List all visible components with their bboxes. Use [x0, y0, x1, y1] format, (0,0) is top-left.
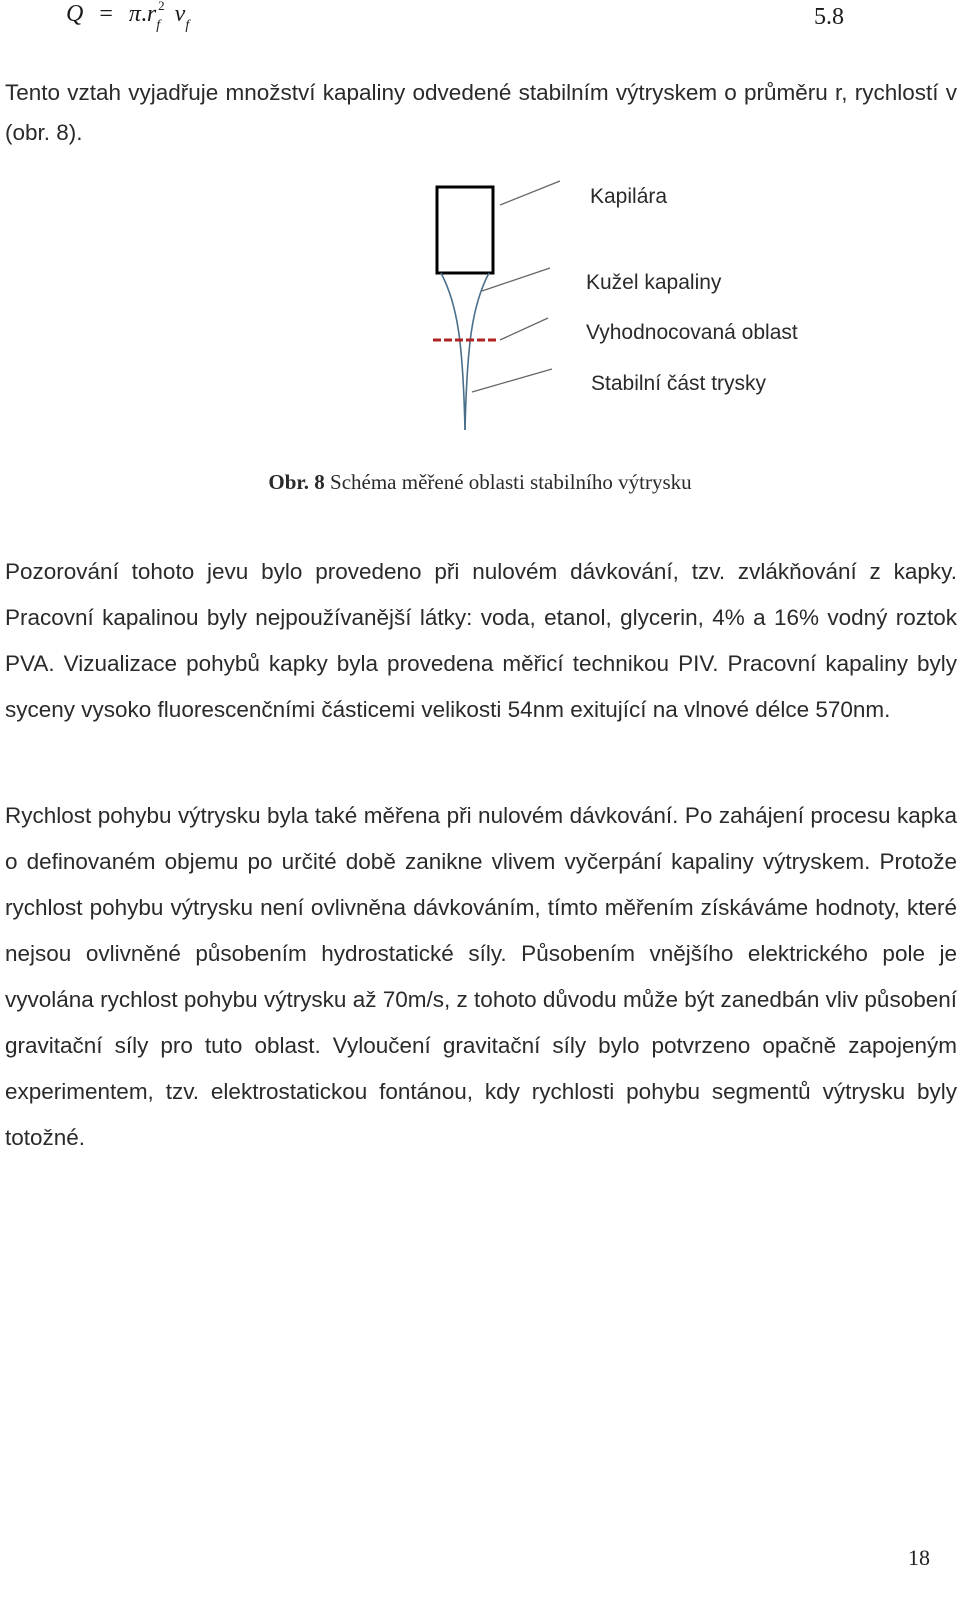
label-cone: Kužel kapaliny: [586, 271, 722, 294]
paragraph-velocity: Rychlost pohybu výtrysku byla také měřena při nulovém dávkování. Po zahájení procesu kapka o definovaném objemu po určité době zanikne vlivem vyčerpání kapaliny výtryskem. Protože rychlost pohybu výtrysku není ovlivněna dávkováním, tímto měřením získáváme hodnoty, které nejsou ovlivněné působením hydrostatické síly. Působením vnějšího elektrického pole je vyvolána rychlost pohybu výtrysku až 70m/s, z tohoto důvodu může být zanedbán vliv působení gravitační síly pro tuto oblast. Vyloučení gravitační síly bylo potvrzeno opačně zapojeným experimentem, tzv. elektrostatickou fontánou, kdy rychlosti pohybu segmentů výtrysku byly totožné.: [5, 803, 957, 1150]
eq-sub-f2: f: [185, 18, 190, 33]
label-evaluated: Vyhodnocovaná oblast: [586, 321, 798, 344]
label-stable: Stabilní část trysky: [591, 372, 767, 395]
jet-schematic-svg: [420, 175, 840, 435]
paragraph-intro: Tento vztah vyjadřuje množství kapaliny odvedené stabilním výtryskem o průměru r, rychlostí v (obr. 8).: [5, 80, 957, 145]
eq-sub-f1: f: [156, 18, 161, 33]
eq-dot: .: [140, 1, 147, 27]
capillary-shape: [437, 187, 493, 273]
equation: [66, 0, 190, 33]
equation-number: 5.8: [814, 4, 844, 30]
caption-prefix: Obr. 8: [268, 470, 325, 494]
eq-equals: =: [99, 1, 113, 27]
figure-caption: [0, 470, 960, 495]
eq-r: r: [146, 1, 157, 27]
liquid-cone-shape-right: [465, 273, 489, 430]
eq-lhs: Q: [66, 1, 84, 27]
leader-stable: [472, 369, 552, 392]
paragraph-observation: Pozorování tohoto jevu bylo provedeno při nulovém dávkování, tzv. zvlákňování z kapky. Pracovní kapalinou byly nejpoužívanější látky: voda, etanol, glycerin, 4% a 16% vodný roztok PVA. Vizualizace pohybů kapky byla provedena měřicí technikou PIV. Pracovní kapaliny byly syceny vysoko fluorescenčními částicemi velikosti 54nm exitující na vlnové délce 570nm.: [5, 559, 957, 722]
page-number: 18: [908, 1545, 930, 1570]
leader-capillary: [500, 181, 560, 205]
leader-evaluated: [500, 318, 548, 340]
caption-text: Schéma měřené oblasti stabilního výtrysku: [330, 470, 692, 494]
eq-pi: π: [128, 1, 141, 27]
label-capillary: Kapilára: [590, 185, 668, 208]
figure-jet-schematic: [420, 175, 840, 435]
eq-v: v: [174, 1, 186, 27]
eq-sup-2: 2: [158, 0, 165, 13]
liquid-cone-shape: [441, 273, 465, 430]
